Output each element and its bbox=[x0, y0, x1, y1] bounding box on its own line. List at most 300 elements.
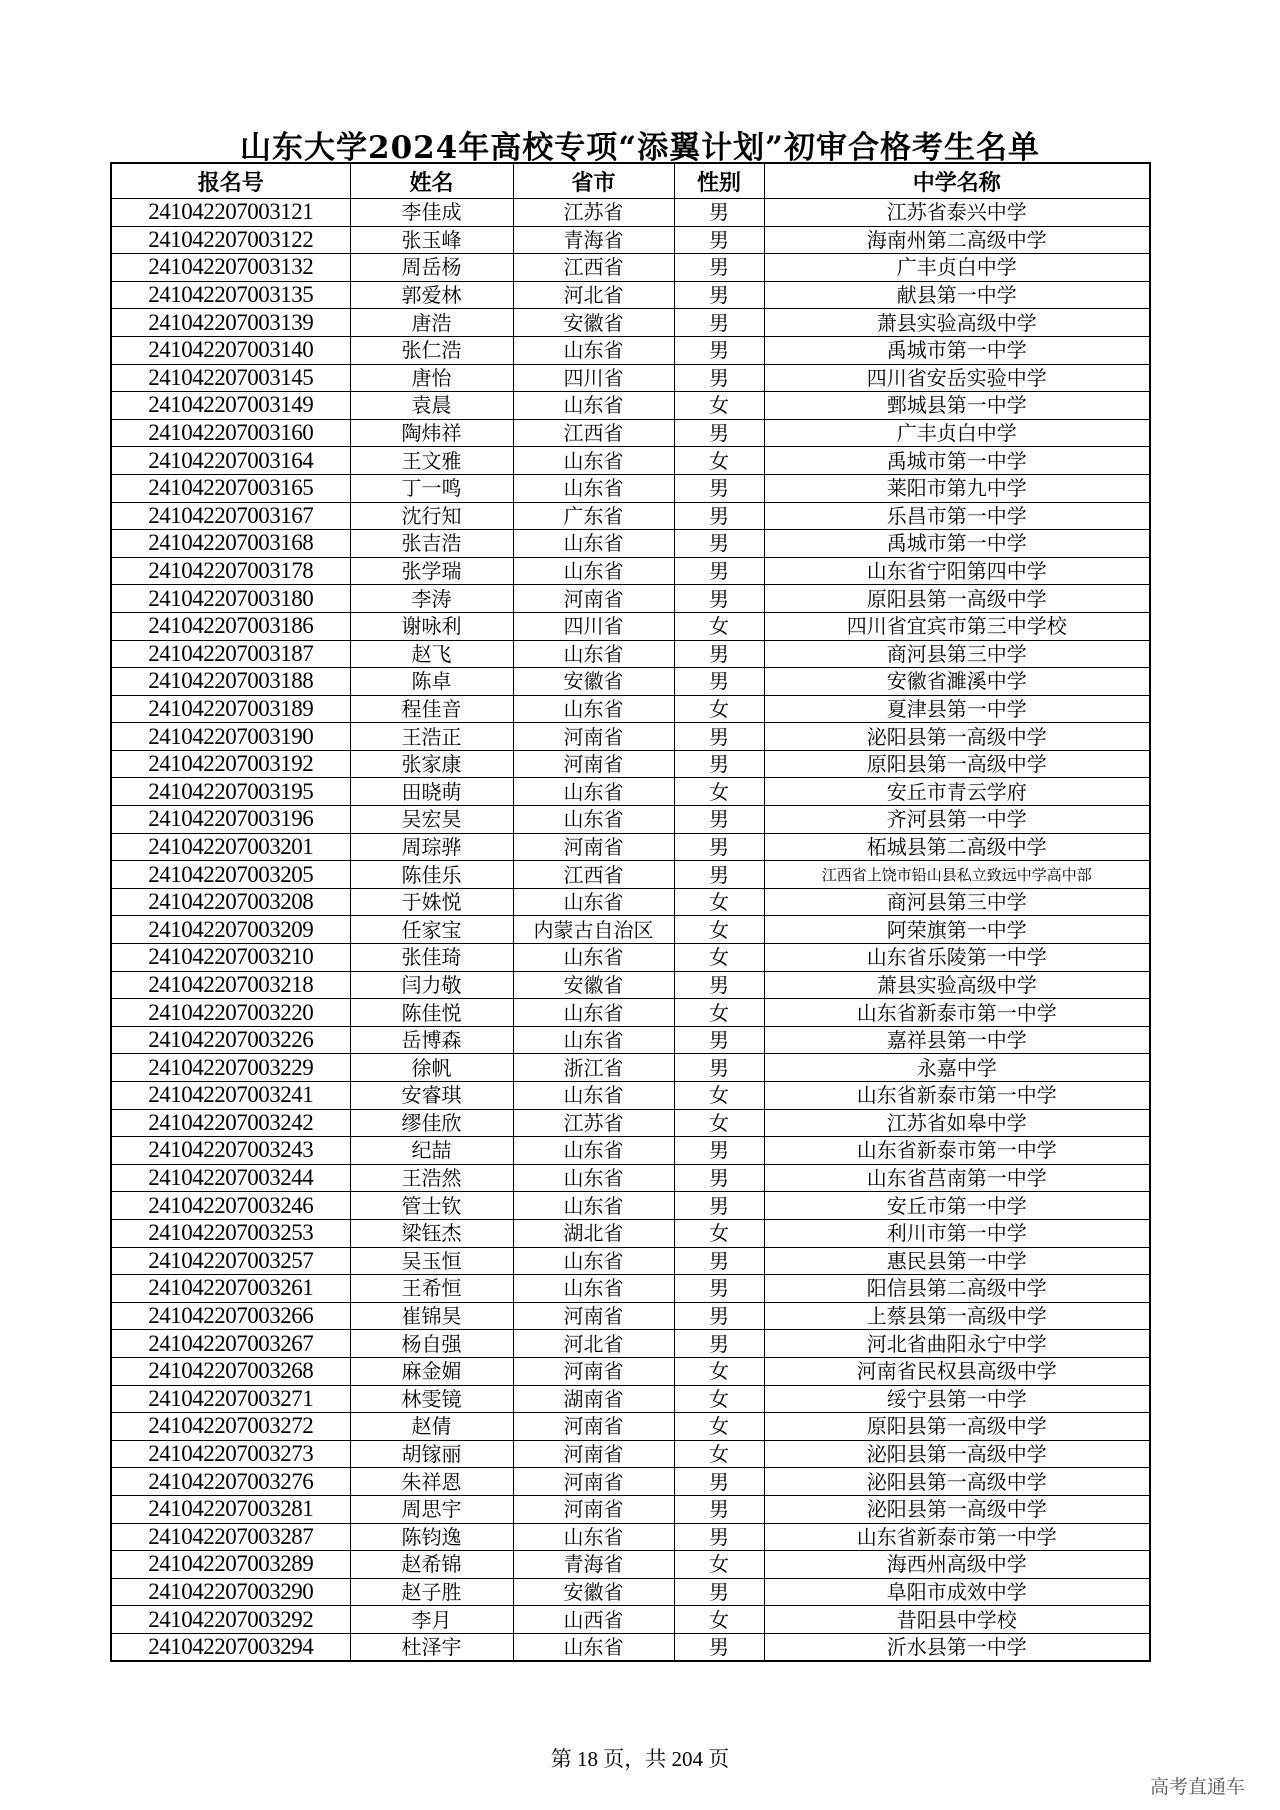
name-cell: 闫力敬 bbox=[350, 971, 513, 999]
name-cell: 岳博森 bbox=[350, 1026, 513, 1054]
province-cell: 四川省 bbox=[513, 364, 674, 392]
school-cell: 上蔡县第一高级中学 bbox=[764, 1302, 1150, 1330]
province-cell: 山东省 bbox=[513, 336, 674, 364]
registration-number-cell: 241042207003196 bbox=[111, 806, 350, 834]
province-cell: 山东省 bbox=[513, 695, 674, 723]
school-cell: 河北省曲阳永宁中学 bbox=[764, 1330, 1150, 1358]
gender-cell: 男 bbox=[674, 309, 764, 337]
registration-number-cell: 241042207003186 bbox=[111, 612, 350, 640]
gender-cell: 男 bbox=[674, 1633, 764, 1661]
gender-cell: 男 bbox=[674, 530, 764, 558]
school-cell: 四川省安岳实验中学 bbox=[764, 364, 1150, 392]
name-cell: 张学瑞 bbox=[350, 557, 513, 585]
province-cell: 江西省 bbox=[513, 861, 674, 889]
gender-cell: 女 bbox=[674, 392, 764, 420]
table-row bbox=[111, 254, 1150, 282]
registration-number-cell: 241042207003276 bbox=[111, 1468, 350, 1496]
table-row bbox=[111, 1219, 1150, 1247]
school-cell: 献县第一中学 bbox=[764, 281, 1150, 309]
gender-cell: 男 bbox=[674, 1275, 764, 1303]
table-row bbox=[111, 1495, 1150, 1523]
gender-cell: 男 bbox=[674, 254, 764, 282]
province-cell: 江西省 bbox=[513, 254, 674, 282]
registration-number-cell: 241042207003273 bbox=[111, 1440, 350, 1468]
province-cell: 江苏省 bbox=[513, 199, 674, 227]
name-cell: 吴宏昊 bbox=[350, 806, 513, 834]
school-cell: 柘城县第二高级中学 bbox=[764, 833, 1150, 861]
school-cell: 嘉祥县第一中学 bbox=[764, 1026, 1150, 1054]
name-cell: 张仁浩 bbox=[350, 336, 513, 364]
table-row bbox=[111, 557, 1150, 585]
province-cell: 山东省 bbox=[513, 1026, 674, 1054]
registration-number-cell: 241042207003149 bbox=[111, 392, 350, 420]
table-row bbox=[111, 1551, 1150, 1579]
name-cell: 胡镓丽 bbox=[350, 1440, 513, 1468]
school-cell: 山东省宁阳第四中学 bbox=[764, 557, 1150, 585]
province-cell: 河北省 bbox=[513, 1330, 674, 1358]
page-title: 山东大学2024年高校专项“添翼计划”初审合格考生名单 bbox=[240, 130, 1040, 166]
table-row bbox=[111, 364, 1150, 392]
school-cell: 沂水县第一中学 bbox=[764, 1633, 1150, 1661]
school-cell: 山东省莒南第一中学 bbox=[764, 1164, 1150, 1192]
gender-cell: 男 bbox=[674, 971, 764, 999]
gender-cell: 男 bbox=[674, 502, 764, 530]
province-cell: 山东省 bbox=[513, 944, 674, 972]
name-cell: 陈佳乐 bbox=[350, 861, 513, 889]
table-row bbox=[111, 1523, 1150, 1551]
province-cell: 河南省 bbox=[513, 750, 674, 778]
table-row bbox=[111, 530, 1150, 558]
registration-number-cell: 241042207003220 bbox=[111, 999, 350, 1027]
registration-number-cell: 241042207003122 bbox=[111, 226, 350, 254]
gender-cell: 男 bbox=[674, 833, 764, 861]
gender-cell: 女 bbox=[674, 447, 764, 475]
gender-cell: 男 bbox=[674, 1137, 764, 1165]
registration-number-cell: 241042207003187 bbox=[111, 640, 350, 668]
gender-cell: 男 bbox=[674, 226, 764, 254]
table-header-row bbox=[111, 163, 1150, 199]
province-cell: 河南省 bbox=[513, 1468, 674, 1496]
province-cell: 江苏省 bbox=[513, 1109, 674, 1137]
table-row bbox=[111, 1440, 1150, 1468]
gender-cell: 女 bbox=[674, 1551, 764, 1579]
name-cell: 李佳成 bbox=[350, 199, 513, 227]
gender-cell: 女 bbox=[674, 1357, 764, 1385]
name-cell: 赵飞 bbox=[350, 640, 513, 668]
registration-number-cell: 241042207003287 bbox=[111, 1523, 350, 1551]
gender-cell: 男 bbox=[674, 419, 764, 447]
table-row bbox=[111, 1247, 1150, 1275]
school-cell: 原阳县第一高级中学 bbox=[764, 750, 1150, 778]
candidate-table bbox=[110, 162, 1151, 1662]
province-cell: 山东省 bbox=[513, 474, 674, 502]
school-cell: 商河县第三中学 bbox=[764, 640, 1150, 668]
table-row bbox=[111, 944, 1150, 972]
gender-cell: 男 bbox=[674, 1192, 764, 1220]
registration-number-cell: 241042207003242 bbox=[111, 1109, 350, 1137]
name-cell: 张家康 bbox=[350, 750, 513, 778]
gender-cell: 男 bbox=[674, 336, 764, 364]
name-cell: 唐浩 bbox=[350, 309, 513, 337]
registration-number-cell: 241042207003271 bbox=[111, 1385, 350, 1413]
gender-cell: 男 bbox=[674, 1054, 764, 1082]
gender-cell: 女 bbox=[674, 916, 764, 944]
school-cell: 绥宁县第一中学 bbox=[764, 1385, 1150, 1413]
table-row bbox=[111, 199, 1150, 227]
gender-cell: 男 bbox=[674, 1578, 764, 1606]
gender-cell: 男 bbox=[674, 281, 764, 309]
name-cell: 朱祥恩 bbox=[350, 1468, 513, 1496]
gender-cell: 女 bbox=[674, 1219, 764, 1247]
registration-number-cell: 241042207003257 bbox=[111, 1247, 350, 1275]
gender-cell: 女 bbox=[674, 778, 764, 806]
school-cell: 原阳县第一高级中学 bbox=[764, 1413, 1150, 1441]
province-cell: 山东省 bbox=[513, 1192, 674, 1220]
province-cell: 内蒙古自治区 bbox=[513, 916, 674, 944]
table-row bbox=[111, 916, 1150, 944]
name-cell: 赵子胜 bbox=[350, 1578, 513, 1606]
province-cell: 山东省 bbox=[513, 447, 674, 475]
gender-cell: 女 bbox=[674, 1385, 764, 1413]
school-cell: 齐河县第一中学 bbox=[764, 806, 1150, 834]
name-cell: 王希恒 bbox=[350, 1275, 513, 1303]
registration-number-cell: 241042207003180 bbox=[111, 585, 350, 613]
gender-cell: 男 bbox=[674, 1302, 764, 1330]
table-row bbox=[111, 668, 1150, 696]
gender-cell: 女 bbox=[674, 612, 764, 640]
registration-number-cell: 241042207003290 bbox=[111, 1578, 350, 1606]
school-cell: 泌阳县第一高级中学 bbox=[764, 1495, 1150, 1523]
school-cell: 商河县第三中学 bbox=[764, 888, 1150, 916]
registration-number-cell: 241042207003188 bbox=[111, 668, 350, 696]
registration-number-cell: 241042207003243 bbox=[111, 1137, 350, 1165]
name-cell: 王文雅 bbox=[350, 447, 513, 475]
table-row bbox=[111, 1357, 1150, 1385]
school-cell: 四川省宜宾市第三中学校 bbox=[764, 612, 1150, 640]
name-cell: 杨自强 bbox=[350, 1330, 513, 1358]
registration-number-cell: 241042207003229 bbox=[111, 1054, 350, 1082]
province-cell: 江西省 bbox=[513, 419, 674, 447]
school-cell: 山东省新泰市第一中学 bbox=[764, 999, 1150, 1027]
registration-number-cell: 241042207003140 bbox=[111, 336, 350, 364]
table-row bbox=[111, 1192, 1150, 1220]
registration-number-cell: 241042207003289 bbox=[111, 1551, 350, 1579]
school-cell: 安丘市青云学府 bbox=[764, 778, 1150, 806]
name-cell: 张佳琦 bbox=[350, 944, 513, 972]
table-row bbox=[111, 1302, 1150, 1330]
registration-number-cell: 241042207003294 bbox=[111, 1633, 350, 1661]
gender-cell: 男 bbox=[674, 1164, 764, 1192]
name-cell: 林雯镜 bbox=[350, 1385, 513, 1413]
page-number: 第 18 页，共 204 页 bbox=[550, 1747, 730, 1771]
table-row bbox=[111, 999, 1150, 1027]
table-row bbox=[111, 612, 1150, 640]
name-cell: 周思宇 bbox=[350, 1495, 513, 1523]
school-cell: 阳信县第二高级中学 bbox=[764, 1275, 1150, 1303]
name-cell: 杜泽宇 bbox=[350, 1633, 513, 1661]
province-cell: 山东省 bbox=[513, 1137, 674, 1165]
registration-number-cell: 241042207003246 bbox=[111, 1192, 350, 1220]
header-school: 中学名称 bbox=[764, 163, 1150, 199]
school-cell: 山东省新泰市第一中学 bbox=[764, 1137, 1150, 1165]
province-cell: 河南省 bbox=[513, 1413, 674, 1441]
name-cell: 袁晨 bbox=[350, 392, 513, 420]
province-cell: 河南省 bbox=[513, 833, 674, 861]
name-cell: 安睿琪 bbox=[350, 1082, 513, 1110]
province-cell: 山东省 bbox=[513, 557, 674, 585]
school-cell: 莱阳市第九中学 bbox=[764, 474, 1150, 502]
name-cell: 陈佳悦 bbox=[350, 999, 513, 1027]
name-cell: 张吉浩 bbox=[350, 530, 513, 558]
school-cell: 禹城市第一中学 bbox=[764, 447, 1150, 475]
gender-cell: 男 bbox=[674, 1523, 764, 1551]
table-row bbox=[111, 806, 1150, 834]
gender-cell: 女 bbox=[674, 944, 764, 972]
registration-number-cell: 241042207003205 bbox=[111, 861, 350, 889]
school-cell: 泌阳县第一高级中学 bbox=[764, 1468, 1150, 1496]
province-cell: 湖北省 bbox=[513, 1219, 674, 1247]
registration-number-cell: 241042207003268 bbox=[111, 1357, 350, 1385]
table-row bbox=[111, 585, 1150, 613]
school-cell: 萧县实验高级中学 bbox=[764, 971, 1150, 999]
province-cell: 广东省 bbox=[513, 502, 674, 530]
gender-cell: 女 bbox=[674, 695, 764, 723]
registration-number-cell: 241042207003261 bbox=[111, 1275, 350, 1303]
registration-number-cell: 241042207003292 bbox=[111, 1606, 350, 1634]
name-cell: 崔锦昊 bbox=[350, 1302, 513, 1330]
province-cell: 湖南省 bbox=[513, 1385, 674, 1413]
registration-number-cell: 241042207003132 bbox=[111, 254, 350, 282]
registration-number-cell: 241042207003160 bbox=[111, 419, 350, 447]
school-cell: 原阳县第一高级中学 bbox=[764, 585, 1150, 613]
name-cell: 王浩然 bbox=[350, 1164, 513, 1192]
table-row bbox=[111, 861, 1150, 889]
name-cell: 李涛 bbox=[350, 585, 513, 613]
table-row bbox=[111, 1330, 1150, 1358]
name-cell: 管士钦 bbox=[350, 1192, 513, 1220]
name-cell: 唐怡 bbox=[350, 364, 513, 392]
table-row bbox=[111, 1606, 1150, 1634]
registration-number-cell: 241042207003192 bbox=[111, 750, 350, 778]
school-cell: 广丰贞白中学 bbox=[764, 419, 1150, 447]
name-cell: 赵倩 bbox=[350, 1413, 513, 1441]
registration-number-cell: 241042207003121 bbox=[111, 199, 350, 227]
province-cell: 山东省 bbox=[513, 1633, 674, 1661]
province-cell: 河北省 bbox=[513, 281, 674, 309]
school-cell: 山东省乐陵第一中学 bbox=[764, 944, 1150, 972]
table-row bbox=[111, 1275, 1150, 1303]
table-row bbox=[111, 640, 1150, 668]
gender-cell: 女 bbox=[674, 1413, 764, 1441]
table-row bbox=[111, 1385, 1150, 1413]
name-cell: 丁一鸣 bbox=[350, 474, 513, 502]
registration-number-cell: 241042207003210 bbox=[111, 944, 350, 972]
province-cell: 山东省 bbox=[513, 888, 674, 916]
province-cell: 青海省 bbox=[513, 1551, 674, 1579]
table-row bbox=[111, 695, 1150, 723]
registration-number-cell: 241042207003178 bbox=[111, 557, 350, 585]
school-cell: 禹城市第一中学 bbox=[764, 336, 1150, 364]
province-cell: 河南省 bbox=[513, 723, 674, 751]
province-cell: 河南省 bbox=[513, 585, 674, 613]
registration-number-cell: 241042207003167 bbox=[111, 502, 350, 530]
gender-cell: 女 bbox=[674, 888, 764, 916]
name-cell: 田晓萌 bbox=[350, 778, 513, 806]
table-row bbox=[111, 309, 1150, 337]
registration-number-cell: 241042207003226 bbox=[111, 1026, 350, 1054]
province-cell: 河南省 bbox=[513, 1302, 674, 1330]
registration-number-cell: 241042207003189 bbox=[111, 695, 350, 723]
school-cell: 江苏省泰兴中学 bbox=[764, 199, 1150, 227]
registration-number-cell: 241042207003201 bbox=[111, 833, 350, 861]
gender-cell: 女 bbox=[674, 1606, 764, 1634]
province-cell: 四川省 bbox=[513, 612, 674, 640]
province-cell: 山东省 bbox=[513, 1275, 674, 1303]
school-cell: 海南州第二高级中学 bbox=[764, 226, 1150, 254]
school-cell: 永嘉中学 bbox=[764, 1054, 1150, 1082]
province-cell: 河南省 bbox=[513, 1440, 674, 1468]
gender-cell: 男 bbox=[674, 474, 764, 502]
registration-number-cell: 241042207003209 bbox=[111, 916, 350, 944]
gender-cell: 男 bbox=[674, 1330, 764, 1358]
table-row bbox=[111, 1633, 1150, 1661]
table-row bbox=[111, 226, 1150, 254]
registration-number-cell: 241042207003208 bbox=[111, 888, 350, 916]
table-body bbox=[111, 199, 1150, 1662]
registration-number-cell: 241042207003190 bbox=[111, 723, 350, 751]
name-cell: 陈卓 bbox=[350, 668, 513, 696]
province-cell: 山东省 bbox=[513, 1164, 674, 1192]
header-name: 姓名 bbox=[350, 163, 513, 199]
province-cell: 安徽省 bbox=[513, 1578, 674, 1606]
gender-cell: 女 bbox=[674, 1109, 764, 1137]
province-cell: 安徽省 bbox=[513, 971, 674, 999]
header-gender: 性别 bbox=[674, 163, 764, 199]
gender-cell: 男 bbox=[674, 585, 764, 613]
name-cell: 周琮骅 bbox=[350, 833, 513, 861]
registration-number-cell: 241042207003145 bbox=[111, 364, 350, 392]
gender-cell: 男 bbox=[674, 1026, 764, 1054]
name-cell: 纪喆 bbox=[350, 1137, 513, 1165]
registration-number-cell: 241042207003139 bbox=[111, 309, 350, 337]
gender-cell: 男 bbox=[674, 668, 764, 696]
registration-number-cell: 241042207003281 bbox=[111, 1495, 350, 1523]
name-cell: 沈行知 bbox=[350, 502, 513, 530]
table-row bbox=[111, 778, 1150, 806]
school-cell: 安徽省濉溪中学 bbox=[764, 668, 1150, 696]
school-cell: 鄄城县第一中学 bbox=[764, 392, 1150, 420]
school-cell: 乐昌市第一中学 bbox=[764, 502, 1150, 530]
school-cell: 利川市第一中学 bbox=[764, 1219, 1150, 1247]
gender-cell: 男 bbox=[674, 806, 764, 834]
registration-number-cell: 241042207003164 bbox=[111, 447, 350, 475]
table-row bbox=[111, 502, 1150, 530]
school-cell: 禹城市第一中学 bbox=[764, 530, 1150, 558]
name-cell: 缪佳欣 bbox=[350, 1109, 513, 1137]
school-cell: 泌阳县第一高级中学 bbox=[764, 723, 1150, 751]
name-cell: 梁钰杰 bbox=[350, 1219, 513, 1247]
province-cell: 河南省 bbox=[513, 1495, 674, 1523]
header-province: 省市 bbox=[513, 163, 674, 199]
table-row bbox=[111, 1413, 1150, 1441]
name-cell: 李月 bbox=[350, 1606, 513, 1634]
province-cell: 山东省 bbox=[513, 530, 674, 558]
school-cell: 安丘市第一中学 bbox=[764, 1192, 1150, 1220]
name-cell: 谢咏利 bbox=[350, 612, 513, 640]
school-cell: 江西省上饶市铅山县私立致远中学高中部 bbox=[764, 861, 1150, 889]
name-cell: 郭爱林 bbox=[350, 281, 513, 309]
province-cell: 山东省 bbox=[513, 1082, 674, 1110]
gender-cell: 男 bbox=[674, 199, 764, 227]
name-cell: 张玉峰 bbox=[350, 226, 513, 254]
gender-cell: 男 bbox=[674, 750, 764, 778]
registration-number-cell: 241042207003253 bbox=[111, 1219, 350, 1247]
table-row bbox=[111, 971, 1150, 999]
gender-cell: 男 bbox=[674, 1247, 764, 1275]
registration-number-cell: 241042207003267 bbox=[111, 1330, 350, 1358]
name-cell: 陶炜祥 bbox=[350, 419, 513, 447]
province-cell: 青海省 bbox=[513, 226, 674, 254]
province-cell: 山东省 bbox=[513, 1523, 674, 1551]
name-cell: 周岳杨 bbox=[350, 254, 513, 282]
registration-number-cell: 241042207003266 bbox=[111, 1302, 350, 1330]
name-cell: 徐帆 bbox=[350, 1054, 513, 1082]
province-cell: 山西省 bbox=[513, 1606, 674, 1634]
gender-cell: 男 bbox=[674, 557, 764, 585]
province-cell: 山东省 bbox=[513, 778, 674, 806]
registration-number-cell: 241042207003241 bbox=[111, 1082, 350, 1110]
school-cell: 江苏省如皋中学 bbox=[764, 1109, 1150, 1137]
table-row bbox=[111, 281, 1150, 309]
school-cell: 山东省新泰市第一中学 bbox=[764, 1082, 1150, 1110]
table-row bbox=[111, 1468, 1150, 1496]
school-cell: 山东省新泰市第一中学 bbox=[764, 1523, 1150, 1551]
province-cell: 浙江省 bbox=[513, 1054, 674, 1082]
province-cell: 山东省 bbox=[513, 806, 674, 834]
school-cell: 昔阳县中学校 bbox=[764, 1606, 1150, 1634]
table-row bbox=[111, 392, 1150, 420]
table-row bbox=[111, 833, 1150, 861]
name-cell: 程佳音 bbox=[350, 695, 513, 723]
gender-cell: 女 bbox=[674, 1440, 764, 1468]
table-row bbox=[111, 1082, 1150, 1110]
school-cell: 阿荣旗第一中学 bbox=[764, 916, 1150, 944]
table-row bbox=[111, 419, 1150, 447]
table-row bbox=[111, 1137, 1150, 1165]
name-cell: 麻金媚 bbox=[350, 1357, 513, 1385]
registration-number-cell: 241042207003195 bbox=[111, 778, 350, 806]
gender-cell: 男 bbox=[674, 364, 764, 392]
table-row bbox=[111, 888, 1150, 916]
table-row bbox=[111, 1026, 1150, 1054]
gender-cell: 男 bbox=[674, 861, 764, 889]
table-row bbox=[111, 1109, 1150, 1137]
name-cell: 赵希锦 bbox=[350, 1551, 513, 1579]
school-cell: 河南省民权县高级中学 bbox=[764, 1357, 1150, 1385]
gender-cell: 女 bbox=[674, 999, 764, 1027]
table-row bbox=[111, 447, 1150, 475]
school-cell: 广丰贞白中学 bbox=[764, 254, 1150, 282]
province-cell: 山东省 bbox=[513, 999, 674, 1027]
table-row bbox=[111, 750, 1150, 778]
registration-number-cell: 241042207003135 bbox=[111, 281, 350, 309]
name-cell: 吴玉恒 bbox=[350, 1247, 513, 1275]
gender-cell: 男 bbox=[674, 1495, 764, 1523]
table-row bbox=[111, 336, 1150, 364]
table-row bbox=[111, 723, 1150, 751]
province-cell: 山东省 bbox=[513, 1247, 674, 1275]
registration-number-cell: 241042207003218 bbox=[111, 971, 350, 999]
